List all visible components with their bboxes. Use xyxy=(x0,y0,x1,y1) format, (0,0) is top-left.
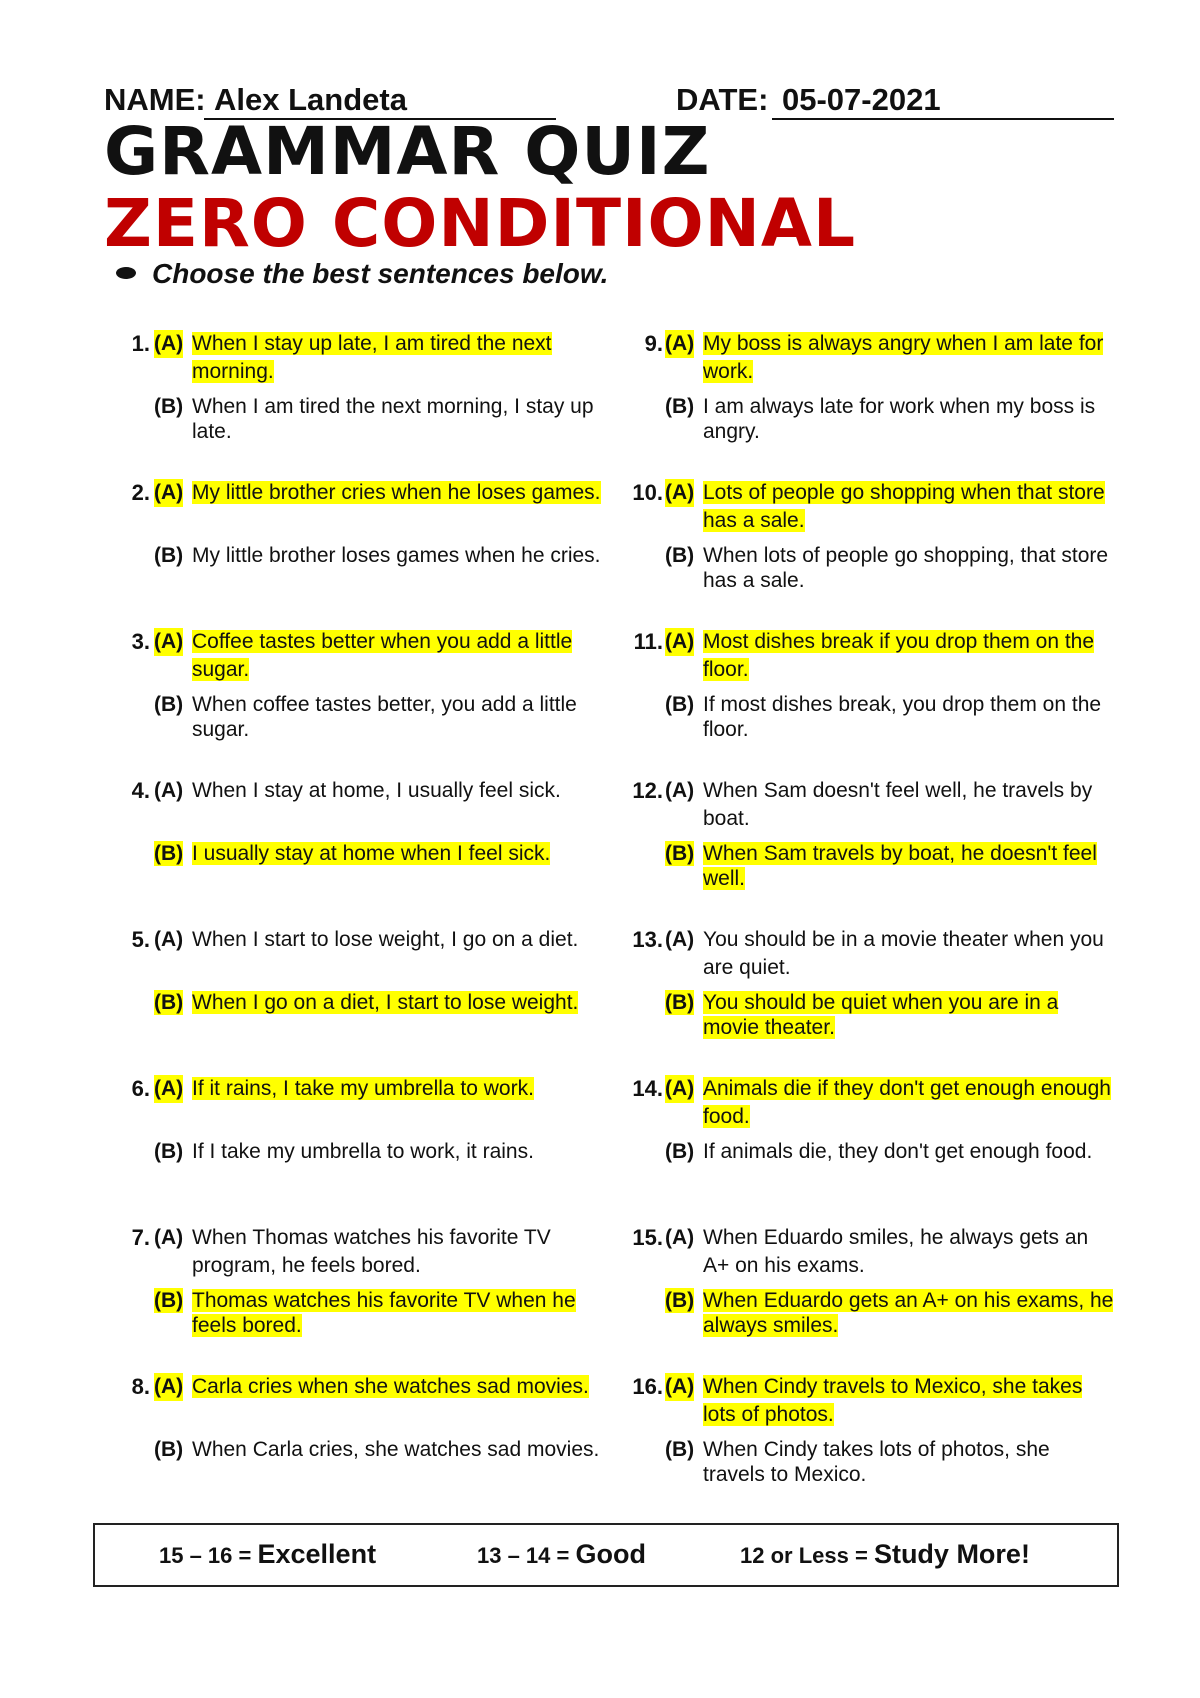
option-sentence: Lots of people go shopping when that store has a sale. xyxy=(703,481,1105,532)
question-item xyxy=(615,1075,1135,1224)
option-letter: (A) xyxy=(665,1226,695,1249)
option-sentence: When Eduardo smiles, he always gets an A+ on his exams. xyxy=(703,1226,1089,1277)
option-text xyxy=(154,1373,604,1401)
question-number: 13. xyxy=(632,927,663,952)
option-letter: (B) xyxy=(665,1438,695,1461)
question-item xyxy=(615,628,1135,777)
option-text xyxy=(154,330,604,386)
option-a[interactable] xyxy=(154,926,604,954)
question-item xyxy=(615,926,1135,1075)
option-a[interactable] xyxy=(154,1224,604,1280)
option-text xyxy=(665,1139,1115,1164)
question-number: 3. xyxy=(131,629,150,654)
option-b[interactable] xyxy=(665,543,1115,593)
option-sentence: When Cindy takes lots of photos, she travels to Mexico. xyxy=(703,1438,1050,1486)
question-number: 7. xyxy=(131,1225,150,1250)
option-a[interactable] xyxy=(154,628,604,684)
score-grade: Excellent xyxy=(257,1539,377,1569)
question-number: 6. xyxy=(131,1076,150,1101)
question-number: 15. xyxy=(632,1225,663,1250)
option-text xyxy=(665,926,1115,982)
option-a[interactable] xyxy=(665,479,1115,535)
option-sentence: If animals die, they don't get enough food. xyxy=(703,1140,1093,1163)
option-text xyxy=(665,1373,1115,1429)
date-value: 05-07-2021 xyxy=(772,82,1114,120)
score-range: 15 – 16 = xyxy=(159,1543,252,1568)
option-b[interactable] xyxy=(154,1437,604,1462)
option-sentence: When I am tired the next morning, I stay up late. xyxy=(192,395,594,443)
option-letter: (B) xyxy=(665,693,695,716)
option-letter: (A) xyxy=(154,1226,184,1249)
name-label: NAME: xyxy=(104,82,206,117)
option-a[interactable] xyxy=(154,1373,604,1401)
option-text xyxy=(154,628,604,684)
question-item xyxy=(104,926,624,1075)
question-item xyxy=(104,628,624,777)
instruction xyxy=(116,258,608,290)
date-label: DATE: xyxy=(676,82,769,117)
option-sentence: My little brother loses games when he cries. xyxy=(192,544,601,567)
option-a[interactable] xyxy=(154,479,604,507)
question-number: 2. xyxy=(131,480,150,505)
option-b[interactable] xyxy=(665,692,1115,742)
option-sentence: My boss is always angry when I am late for work. xyxy=(703,332,1104,383)
option-text xyxy=(665,777,1115,833)
option-text xyxy=(665,1224,1115,1280)
option-text xyxy=(154,841,604,866)
option-a[interactable] xyxy=(665,628,1115,684)
option-text xyxy=(154,479,604,507)
option-sentence: If I take my umbrella to work, it rains. xyxy=(192,1140,534,1163)
option-sentence: I am always late for work when my boss is angry. xyxy=(703,395,1096,443)
option-text xyxy=(154,1224,604,1280)
option-letter: (B) xyxy=(154,1140,184,1163)
question-number: 5. xyxy=(131,927,150,952)
option-letter: (A) xyxy=(665,1075,694,1103)
option-a[interactable] xyxy=(154,777,604,805)
option-sentence: You should be quiet when you are in a movie theater. xyxy=(703,991,1059,1039)
option-sentence: I usually stay at home when I feel sick. xyxy=(192,842,551,865)
option-b[interactable] xyxy=(665,1139,1115,1164)
option-text xyxy=(154,777,604,805)
option-text xyxy=(154,543,604,568)
option-b[interactable] xyxy=(154,1288,604,1338)
option-text xyxy=(665,628,1115,684)
option-a[interactable] xyxy=(154,1075,604,1103)
option-sentence: When I start to lose weight, I go on a diet. xyxy=(192,928,579,951)
option-letter: (B) xyxy=(154,842,184,865)
option-sentence: When Sam travels by boat, he doesn't feel well. xyxy=(703,842,1097,890)
question-number: 16. xyxy=(632,1374,663,1399)
question-item xyxy=(615,330,1135,479)
option-sentence: If most dishes break, you drop them on the floor. xyxy=(703,693,1102,741)
question-number: 9. xyxy=(644,331,663,356)
option-text xyxy=(665,1288,1115,1338)
option-letter: (B) xyxy=(665,1289,695,1312)
option-text xyxy=(665,1437,1115,1487)
option-sentence: When I go on a diet, I start to lose weight. xyxy=(192,991,579,1014)
question-number: 8. xyxy=(131,1374,150,1399)
option-letter: (A) xyxy=(665,1373,694,1401)
question-item xyxy=(615,479,1135,628)
option-sentence: Most dishes break if you drop them on the floor. xyxy=(703,630,1095,681)
option-b[interactable] xyxy=(154,692,604,742)
option-letter: (B) xyxy=(154,1438,184,1461)
option-letter: (A) xyxy=(154,1075,183,1103)
question-item xyxy=(615,1373,1135,1522)
option-b[interactable] xyxy=(154,394,604,444)
option-text xyxy=(154,926,604,954)
option-text xyxy=(154,990,604,1015)
question-item xyxy=(104,1224,624,1373)
option-letter: (A) xyxy=(154,1373,183,1401)
option-text xyxy=(154,1075,604,1103)
option-sentence: If it rains, I take my umbrella to work. xyxy=(192,1077,534,1100)
option-a[interactable] xyxy=(665,1075,1115,1131)
option-a[interactable] xyxy=(154,330,604,386)
score-range: 13 – 14 = xyxy=(477,1543,570,1568)
option-b[interactable] xyxy=(154,543,604,568)
option-text xyxy=(154,1139,604,1164)
option-letter: (B) xyxy=(665,842,695,865)
question-item xyxy=(615,777,1135,926)
option-letter: (A) xyxy=(154,479,183,507)
option-b[interactable] xyxy=(665,841,1115,891)
option-sentence: When I stay up late, I am tired the next morning. xyxy=(192,332,552,383)
option-text xyxy=(665,692,1115,742)
questions-right-column xyxy=(615,330,1135,1522)
option-letter: (B) xyxy=(154,1289,184,1312)
option-sentence: Thomas watches his favorite TV when he feels bored. xyxy=(192,1289,576,1337)
option-text xyxy=(665,330,1115,386)
option-text xyxy=(154,1288,604,1338)
option-sentence: When Eduardo gets an A+ on his exams, he always smiles. xyxy=(703,1289,1114,1337)
option-sentence: My little brother cries when he loses games. xyxy=(192,481,601,504)
option-sentence: Animals die if they don't get enough enough food. xyxy=(703,1077,1111,1128)
question-item xyxy=(615,1224,1135,1373)
option-text xyxy=(665,543,1115,593)
option-text xyxy=(665,841,1115,891)
option-b[interactable] xyxy=(665,1437,1115,1487)
option-letter: (B) xyxy=(665,991,695,1014)
question-number: 10. xyxy=(632,480,663,505)
question-item xyxy=(104,479,624,628)
question-item xyxy=(104,777,624,926)
option-sentence: When Thomas watches his favorite TV program, he feels bored. xyxy=(192,1226,551,1277)
option-sentence: When Sam doesn't feel well, he travels by boat. xyxy=(703,779,1093,830)
option-sentence: When Carla cries, she watches sad movies. xyxy=(192,1438,600,1461)
score-study-more xyxy=(740,1539,1030,1570)
option-letter: (B) xyxy=(154,693,184,716)
question-number: 14. xyxy=(632,1076,663,1101)
option-sentence: When I stay at home, I usually feel sick. xyxy=(192,779,561,802)
page-subtitle: ZERO CONDITIONAL xyxy=(104,185,857,262)
option-letter: (B) xyxy=(665,1140,695,1163)
bullet-icon xyxy=(116,267,136,279)
option-letter: (A) xyxy=(665,479,694,507)
option-b[interactable] xyxy=(154,841,604,866)
question-number: 4. xyxy=(131,778,150,803)
option-letter: (A) xyxy=(154,628,183,656)
option-letter: (A) xyxy=(665,779,695,802)
option-sentence: When Cindy travels to Mexico, she takes lots of photos. xyxy=(703,1375,1083,1426)
score-grade: Good xyxy=(575,1539,646,1569)
option-b[interactable] xyxy=(665,1288,1115,1338)
question-item xyxy=(104,330,624,479)
question-number: 12. xyxy=(632,778,663,803)
option-b[interactable] xyxy=(665,394,1115,444)
option-letter: (A) xyxy=(665,928,695,951)
option-text xyxy=(154,394,604,444)
score-good xyxy=(477,1539,646,1570)
option-sentence: When lots of people go shopping, that store has a sale. xyxy=(703,544,1109,592)
option-letter: (B) xyxy=(665,544,695,567)
score-grade: Study More! xyxy=(873,1539,1030,1569)
score-box xyxy=(93,1523,1119,1587)
option-a[interactable] xyxy=(665,330,1115,386)
option-letter: (B) xyxy=(154,395,184,418)
option-text xyxy=(665,394,1115,444)
option-b[interactable] xyxy=(154,990,604,1015)
question-number: 11. xyxy=(633,629,663,654)
question-number: 1. xyxy=(131,331,150,356)
option-b[interactable] xyxy=(665,990,1115,1040)
option-sentence: Coffee tastes better when you add a little sugar. xyxy=(192,630,573,681)
option-a[interactable] xyxy=(665,926,1115,982)
option-a[interactable] xyxy=(665,1373,1115,1429)
option-text xyxy=(665,1075,1115,1131)
option-letter: (B) xyxy=(154,991,184,1014)
option-letter: (A) xyxy=(154,330,183,358)
option-a[interactable] xyxy=(665,777,1115,833)
instruction-text: Choose the best sentences below. xyxy=(152,258,609,289)
option-text xyxy=(154,692,604,742)
score-range: 12 or Less = xyxy=(740,1543,868,1568)
option-text xyxy=(665,990,1115,1040)
option-sentence: When coffee tastes better, you add a little sugar. xyxy=(192,693,577,741)
option-text xyxy=(154,1437,604,1462)
option-text xyxy=(665,479,1115,535)
score-excellent xyxy=(159,1539,376,1570)
questions-left-column xyxy=(104,330,624,1522)
option-letter: (A) xyxy=(154,928,184,951)
page-title: GRAMMAR QUIZ xyxy=(104,113,711,190)
option-letter: (A) xyxy=(665,330,694,358)
option-letter: (A) xyxy=(154,779,184,802)
name-value: Alex Landeta xyxy=(204,82,556,120)
option-sentence: Carla cries when she watches sad movies. xyxy=(192,1375,589,1398)
option-letter: (B) xyxy=(665,395,695,418)
option-a[interactable] xyxy=(665,1224,1115,1280)
option-b[interactable] xyxy=(154,1139,604,1164)
option-letter: (B) xyxy=(154,544,184,567)
option-letter: (A) xyxy=(665,628,694,656)
option-sentence: You should be in a movie theater when you are quiet. xyxy=(703,928,1104,979)
question-item xyxy=(104,1075,624,1224)
question-item xyxy=(104,1373,624,1522)
